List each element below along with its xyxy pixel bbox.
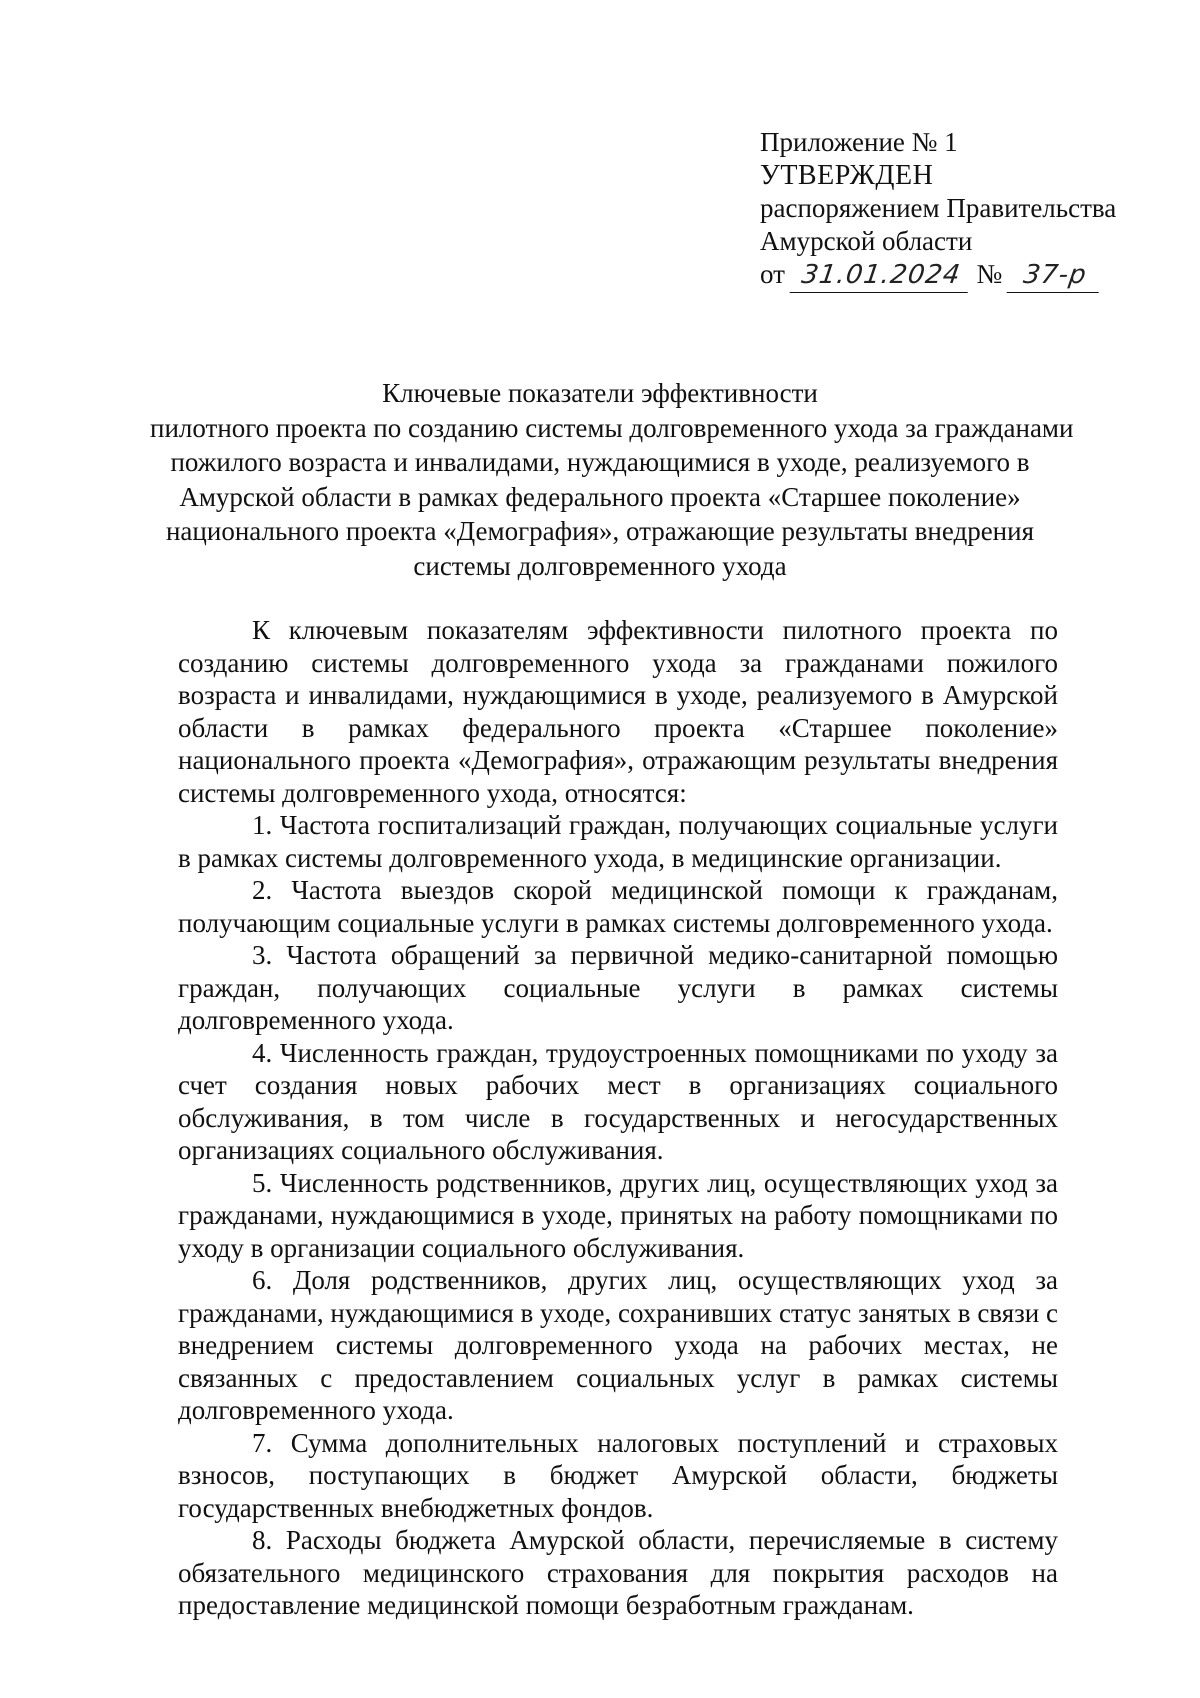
region-label: Амурской области [760, 226, 973, 256]
title-line: Ключевые показатели эффективности [382, 378, 818, 408]
indicator-item: 7. Сумма дополнительных налоговых поступлений и страховых взносов, поступающих в бюджет Амурской области, бюджеты государственных внебюджетных фондов. [178, 1427, 1058, 1523]
document-body [178, 614, 1058, 1622]
title-line: пожилого возраста и инвалидами, нуждающимися в уходе, реализуемого в [170, 447, 1030, 477]
title-line: Амурской области в рамках федерального проекта «Старшее поколение» [179, 481, 1021, 512]
title-line: пилотного проекта по созданию системы долговременного ухода за гражданами [150, 412, 1074, 443]
document-title [150, 376, 1074, 583]
indicator-item: 8. Расходы бюджета Амурской области, перечисляемые в систему обязательного медицинского страхования для покрытия расходов на предоставление медицинской помощи безработным гражданам. [178, 1525, 1058, 1620]
approval-block [760, 126, 1160, 293]
approved-by-label: распоряжением Правительства [760, 193, 1117, 223]
indicator-item: 6. Доля родственников, других лиц, осуществляющих уход за гражданами, нуждающимися в уходе, сохранивших статус занятых в связи с внедрением системы долговременного ухода на рабочих местах, не связанных с предоставлением социальных услуг в рамках системы долговременного ухода. [178, 1265, 1058, 1425]
indicator-item: 3. Частота обращений за первичной медико-санитарной помощью граждан, получающих социальные услуги в рамках системы долговременного ухода. [178, 940, 1058, 1035]
indicator-item: 1. Частота госпитализаций граждан, получающих социальные услуги в рамках системы долговременного ухода, в медицинские организации. [178, 810, 1058, 873]
handwritten-number: 37-р [1007, 259, 1104, 293]
date-prefix: от [760, 259, 785, 289]
date-number-line [760, 258, 1160, 293]
intro-paragraph: К ключевым показателям эффективности пилотного проекта по созданию системы долговременного ухода за гражданами пожилого возраста и инвалидами, нуждающимися в уходе, реализуемого в Амурской области в рамках федерального проекта «Старшее поколение» национального проекта «Демография», отражающим результаты внедрения системы долговременного ухода, относятся: [178, 615, 1058, 808]
title-line: системы долговременного ухода [413, 550, 787, 581]
appendix-label: Приложение № 1 [760, 127, 958, 157]
number-sign: № [976, 259, 1003, 289]
indicator-item: 4. Численность граждан, трудоустроенных помощниками по уходу за счет создания новых рабочих мест в организациях социального обслуживания, в том числе в государственных и негосударственных организациях социального обслуживания. [178, 1037, 1058, 1165]
indicator-item: 2. Частота выездов скорой медицинской помощи к гражданам, получающим социальные услуги в рамках системы долговременного ухода. [178, 875, 1058, 938]
indicator-item: 5. Численность родственников, других лиц, осуществляющих уход за гражданами, нуждающимися в уходе, принятых на работу помощниками по уходу в организации социального обслуживания. [178, 1167, 1058, 1263]
title-line: национального проекта «Демография», отражающие результаты внедрения [165, 516, 1034, 546]
handwritten-date: 31.01.2024 [789, 259, 972, 293]
approved-label: УТВЕРЖДЕН [760, 160, 934, 191]
